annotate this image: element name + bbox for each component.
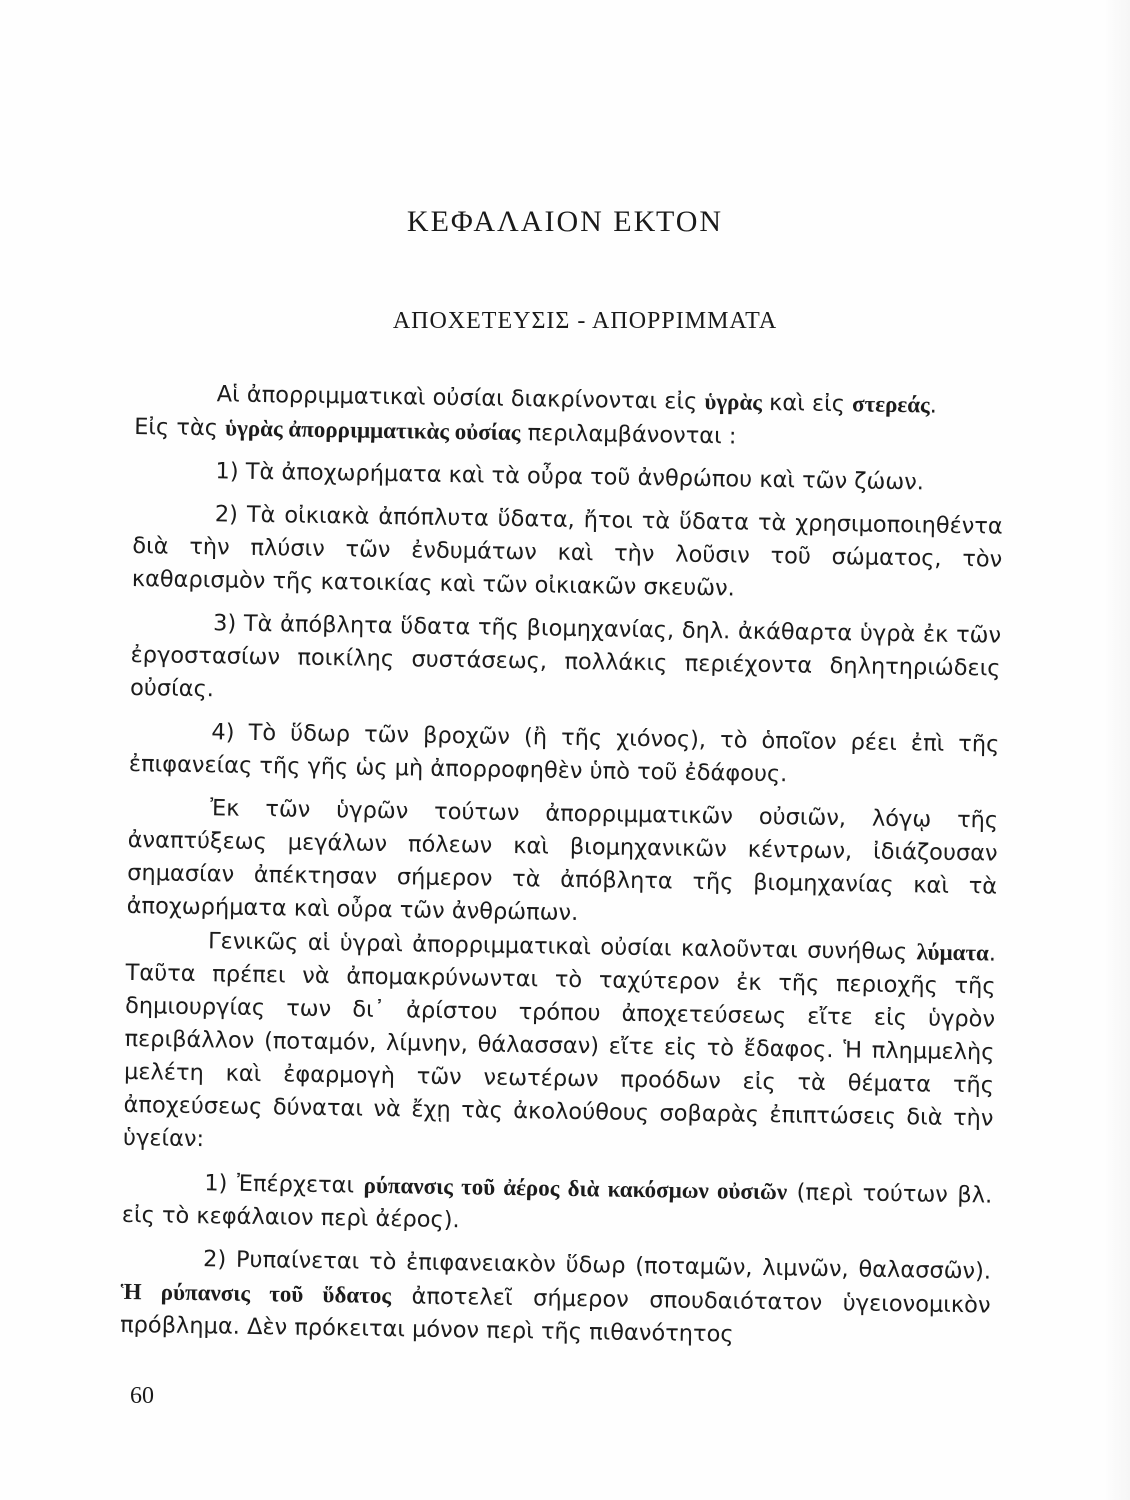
text-run: 2) Ρυπαίνεται τὸ ἐπιφανειακὸν ὕδωρ (ποταμῶν, λιμνῶν, θαλασσῶν). (202, 1246, 992, 1285)
page-number: 60 (130, 1383, 154, 1409)
text-run: (περὶ τούτων βλ. εἰς τὸ κεφάλαιον περὶ ἀέρος). (121, 1179, 993, 1234)
emphasis-text: στερεάς (851, 391, 930, 418)
text-run: ἀποτελεῖ σήμερον σπουδαιότατον ὑγειονομικὸν πρόβλημα. Δὲν πρόκειται μόνον περὶ τῆς πιθανότητος (119, 1283, 991, 1348)
section-title: ΑΠΟΧΕΤΕΥΣΙΣ - ΑΠΟΡΡΙΜΜΑΤΑ (392, 308, 778, 334)
emphasis-text: ὑγρὰς (704, 388, 763, 415)
text-run: περιλαμβάνονται : (520, 420, 737, 450)
paragraph-item-3: 3) Τὰ ἀπόβλητα ὕδατα τῆς βιομηχανίας, δηλ. ἀκάθαρτα ὑγρὰ ἐκ τῶν ἐργοστασίων ποικίλης συστάσεως, πολλάκις περιέχοντα δηλητηριώδεις οὐσίας. (129, 610, 1002, 703)
text-run: καὶ εἰς (761, 389, 853, 418)
paragraph-item-4: 4) Τὸ ὕδωρ τῶν βροχῶν (ἢ τῆς χιόνος), τὸ ὁποῖον ρέει ἐπὶ τῆς ἐπιφανείας τῆς γῆς ὡς μὴ ἀπορροφηθὲν ὑπὸ τοῦ ἐδάφους. (128, 719, 1000, 788)
body-text (120, 376, 1005, 1356)
paragraph-item-2: 2) Τὰ οἰκιακὰ ἀπόπλυτα ὕδατα, ἤτοι τὰ ὕδατα τὰ χρησιμοποιηθέντα διὰ τὴν πλύσιν τῶν ἐνδυμάτων καὶ τὴν λοῦσιν τοῦ σώματος, τὸν καθαρισμὸν τῆς κατοικίας καὶ τῶν οἰκιακῶν σκευῶν. (131, 501, 1003, 602)
text-run: . (929, 392, 938, 419)
paragraph-effect-2 (120, 1242, 991, 1356)
text-run: Αἱ ἀπορριμματικαὶ οὐσίαι διακρίνονται εἰς (216, 381, 705, 415)
paragraph-effect-1 (122, 1165, 993, 1246)
text-run: . Ταῦτα πρέπει νὰ ἀπομακρύνωνται τὸ ταχύτερον ἐκ τῆς περιοχῆς τῆς δημιουργίας των δι᾽ ἀρίστου τρόπου ἀποχετεύσεως εἴτε εἰς ὑγρὸν περιβάλλον (ποταμόν, λίμνην, θάλασσαν) εἴτε εἰς τὸ ἔδαφος. Ἡ πλημμελὴς μελέτη καὶ ἐφαρμογὴ τῶν νεωτέρων προόδων εἰς τὰ θέματα τῆς ἀποχεύσεως δύναται νὰ ἔχῃ τὰς ἀκολούθους σοβαρὰς ἐπιπτώσεις διὰ τὴν ὑγείαν: (122, 940, 997, 1153)
chapter-title: ΚΕΦΑΛΑΙΟΝ ΕΚΤΟΝ (406, 205, 724, 238)
text-run: Εἰς τὰς (133, 413, 226, 442)
emphasis-text: ὑγρὰς ἀπορριμματικὰς οὐσίας (224, 415, 521, 446)
paragraph-importance: Ἐκ τῶν ὑγρῶν τούτων ἀπορριμματικῶν οὐσιῶν, λόγῳ τῆς ἀναπτύξεως μεγάλων πόλεων καὶ βιομηχανικῶν κέντρων, ἰδιάζουσαν σημασίαν ἀπέκτησαν σήμερον τὰ ἀπόβλητα τῆς βιομηχανίας καὶ τὰ ἀποχωρήματα καὶ οὖρα τῶν ἀνθρώπων. (126, 795, 999, 927)
emphasis-text: ρύπανσις τοῦ ἀέρος διὰ κακόσμων οὐσιῶν (363, 1172, 788, 1205)
text-run: 1) Ἐπέρχεται (204, 1170, 364, 1199)
text-run: Γενικῶς αἱ ὑγραὶ ἀπορριμματικαὶ οὐσίαι καλοῦνται συνήθως (207, 928, 917, 966)
paragraph-general (123, 923, 997, 1169)
emphasis-text: λύματα (916, 939, 990, 966)
emphasis-text: Ἡ ρύπανσις τοῦ ὕδατος (120, 1278, 392, 1309)
paragraph-item-1: 1) Τὰ ἀποχωρήματα καὶ τὰ οὖρα τοῦ ἀνθρώπου καὶ τῶν ζώων. (215, 458, 925, 496)
